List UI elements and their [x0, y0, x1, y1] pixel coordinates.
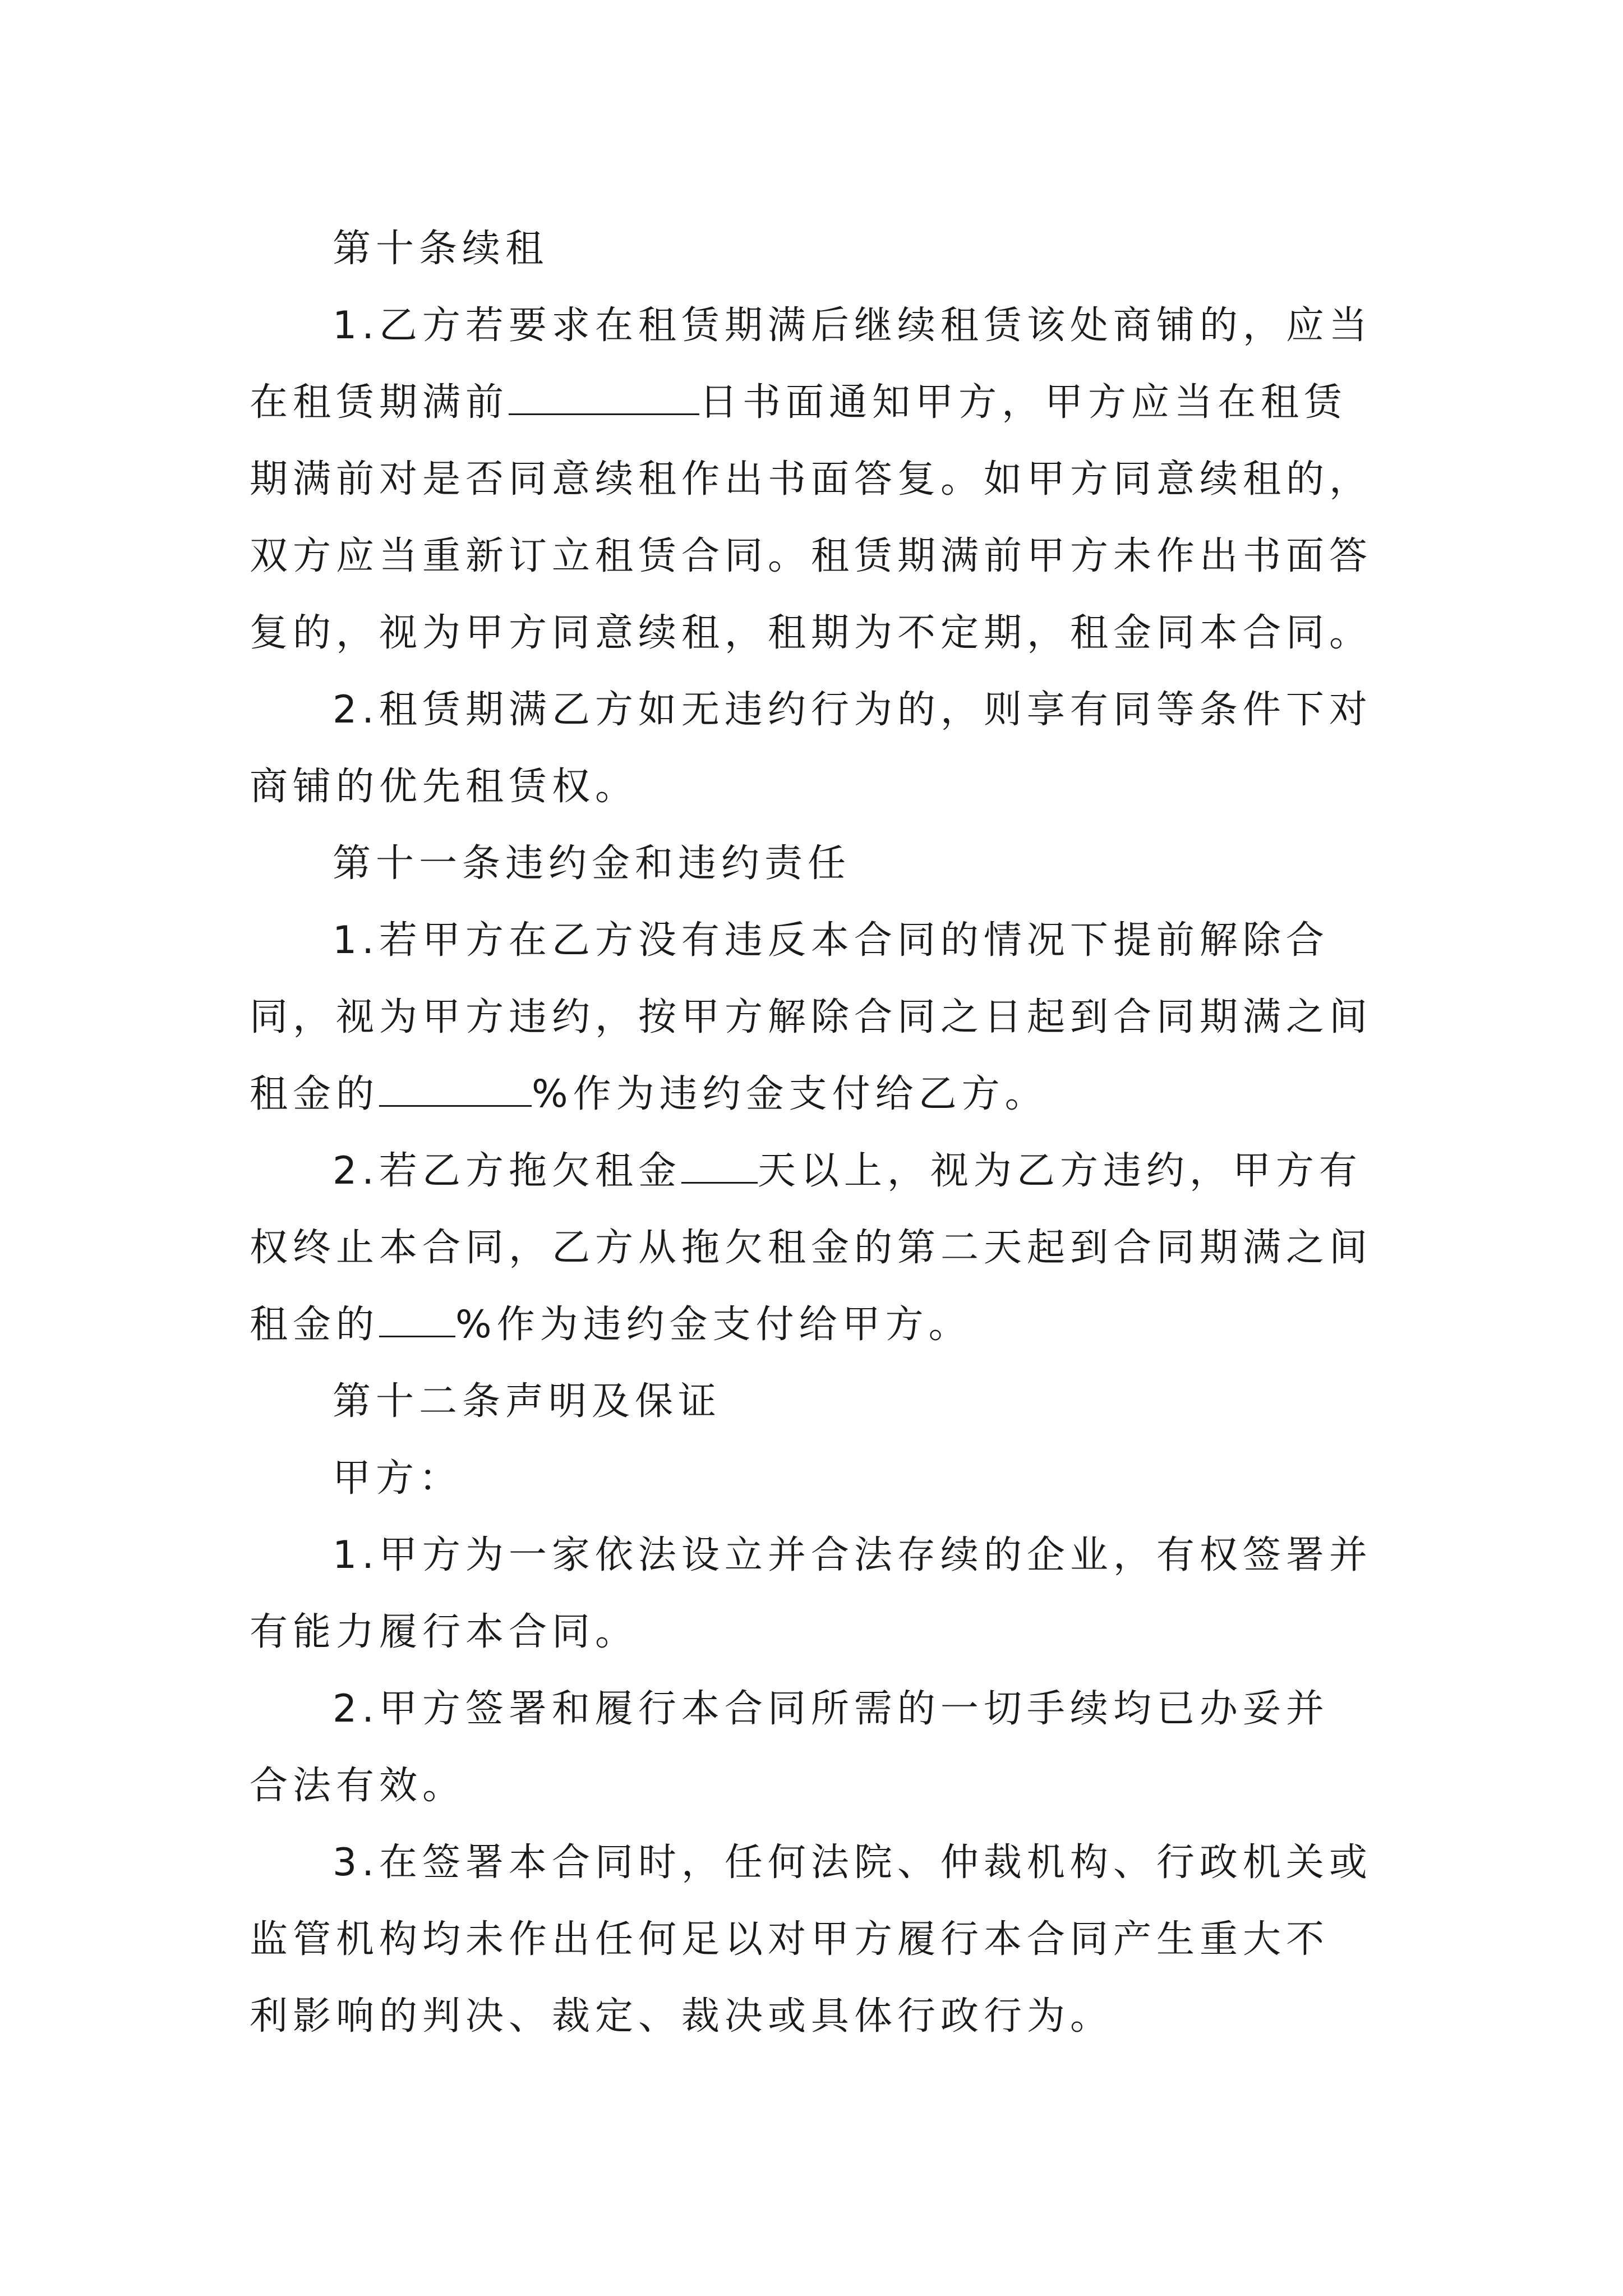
blank-overdue-days: [681, 1148, 758, 1184]
article-12-party-a-label: 甲方：: [333, 1456, 463, 1501]
blank-penalty-percent-b: [379, 1301, 455, 1337]
article-12-item3-line1: 3.在签署本合同时，任何法院、仲裁机构、行政机关或: [333, 1841, 1372, 1885]
article-11-item2-line1: 2.若乙方拖欠租金 天以上，视为乙方违约，甲方有: [250, 1133, 1394, 1209]
article-11-item1-line2: 同，视为甲方违约，按甲方解除合同之日起到合同期满之间: [250, 995, 1373, 1039]
blank-days-notice: [509, 379, 699, 415]
article-11-item1-line3: 租金的 %作为违约金支付给乙方。: [250, 1056, 1394, 1133]
article-10-heading: 第十条续租: [333, 227, 549, 271]
article-10-item1-line3: 期满前对是否同意续租作出书面答复。如甲方同意续租的，: [250, 457, 1373, 501]
article-11-item2-line2: 权终止本合同，乙方从拖欠租金的第二天起到合同期满之间: [250, 1226, 1373, 1270]
article-12-item1-line1: 1.甲方为一家依法设立并合法存续的企业，有权签署并: [333, 1533, 1372, 1577]
blank-penalty-percent-a: [379, 1071, 532, 1107]
article-12-item1-line2: 有能力履行本合同。: [250, 1610, 639, 1654]
document-body: [250, 210, 1394, 2055]
article-11-item1-line1: 1.若甲方在乙方没有违反本合同的情况下提前解除合: [333, 918, 1329, 963]
article-12-item2-line1: 2.甲方签署和履行本合同所需的一切手续均已办妥并: [333, 1687, 1329, 1731]
article-11-heading: 第十一条违约金和违约责任: [333, 841, 851, 886]
article-11-item2-line3: 租金的 %作为违约金支付给甲方。: [250, 1286, 1394, 1363]
article-10-item1-line4: 双方应当重新订立租赁合同。租赁期满前甲方未作出书面答: [250, 534, 1373, 578]
article-10-item2-line1: 2.租赁期满乙方如无违约行为的，则享有同等条件下对: [333, 688, 1372, 732]
article-12-item3-line3: 利影响的判决、裁定、裁决或具体行政行为。: [250, 1994, 1114, 2039]
article-12-heading: 第十二条声明及保证: [333, 1379, 722, 1424]
article-12-item3-line2: 监管机构均未作出任何足以对甲方履行本合同产生重大不: [250, 1917, 1330, 1962]
article-10-item1-line1: 1.乙方若要求在租赁期满后继续租赁该处商铺的，应当: [333, 303, 1372, 348]
article-10-item2-line2: 商铺的优先租赁权。: [250, 765, 639, 809]
article-10-item1-line5: 复的，视为甲方同意续租，租期为不定期，租金同本合同。: [250, 611, 1373, 655]
article-10-item1-line2: 在租赁期满前 日书面通知甲方，甲方应当在租赁: [250, 364, 1394, 441]
article-12-item2-line2: 合法有效。: [250, 1764, 466, 1808]
